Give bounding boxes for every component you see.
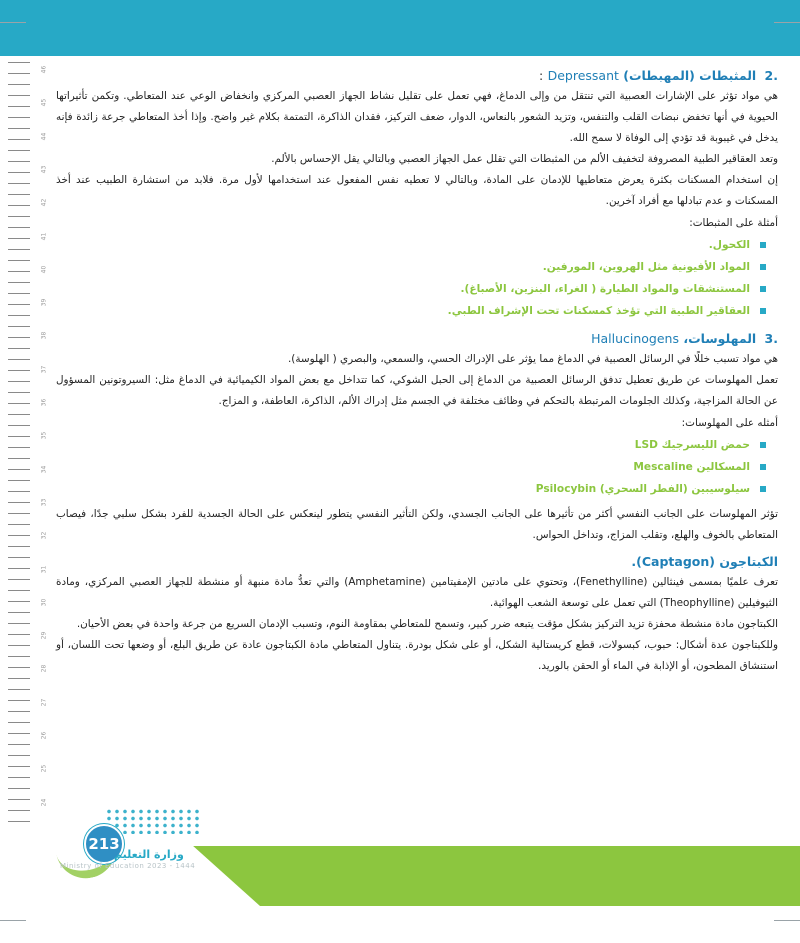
ruler-tick xyxy=(8,821,30,822)
ruler-tick xyxy=(8,381,30,382)
ruler-tick xyxy=(8,480,30,481)
section-3-title-en: Hallucinogens xyxy=(591,331,679,346)
ruler-number: 38 xyxy=(40,332,48,340)
section-2-number: .2 xyxy=(764,68,778,83)
ruler-tick xyxy=(8,502,30,503)
section-3-paragraph-2: تعمل المهلوسات عن طريق تعطيل تدفق الرسائل العصبية من الدماغ إلى الحبل الشوكي، كما تتداخل مع بعض المواد الكيميائية في الدماغ مثل: السيروتونين المسؤول عن الحالة المزاجية، وكذلك الجلومات المرتبطة بالتحكم في وظائف مختلفة في الجسم مثل إدراك الألم، الذاكرة، العاطفة، و المزاج. xyxy=(56,374,778,407)
ruler-tick xyxy=(8,117,30,118)
ruler-tick xyxy=(8,370,30,371)
section-2-title: المثبطات (المهبطات) xyxy=(623,68,757,83)
crop-mark-bottom-left xyxy=(0,920,26,921)
ruler-tick xyxy=(8,172,30,173)
page-content xyxy=(56,62,778,677)
ruler-tick xyxy=(8,73,30,74)
ruler-number: 27 xyxy=(40,698,48,707)
ruler-tick xyxy=(8,84,30,85)
ruler-number: 43 xyxy=(40,165,48,174)
ruler-tick xyxy=(8,645,30,646)
section-3-title: المهلوسات، xyxy=(683,331,757,346)
ruler-number: 29 xyxy=(40,631,48,640)
section-2-paragraph-3: إن استخدام المسكنات بكثرة يعرض متعاطيها للإدمان على المادة، وبالتالي لا تعطيه نفس المفعول عند استخدامها لأول مرة. فلابد من استشارة الطبيب عند أخذ المسكنات و عدم تبادلها مع أفراد آخرين. xyxy=(56,174,778,207)
ruler-number: 35 xyxy=(40,431,48,440)
ruler-tick xyxy=(8,568,30,569)
list-item: المستنشقات والمواد الطيارة ( الغراء، البنزين، الأصباغ). xyxy=(56,278,766,300)
list-item: العقاقير الطبية التي تؤخذ كمسكنات تحت الإشراف الطبي. xyxy=(56,300,766,322)
ruler-number: 41 xyxy=(40,232,48,240)
ruler-number: 33 xyxy=(40,498,48,507)
ruler-tick xyxy=(8,392,30,393)
crop-mark-top-left xyxy=(0,22,26,23)
ruler-tick xyxy=(8,447,30,448)
ruler-tick xyxy=(8,62,30,63)
ruler-tick xyxy=(8,546,30,547)
ruler-tick xyxy=(8,612,30,613)
margin-line-ruler xyxy=(0,62,58,832)
crop-mark-top-right xyxy=(774,22,800,23)
ruler-tick xyxy=(8,293,30,294)
ruler-number: 25 xyxy=(40,764,48,773)
ministry-logo xyxy=(50,808,200,880)
ruler-number: 36 xyxy=(40,398,48,407)
ruler-tick xyxy=(8,326,30,327)
edition-year: 2023 - 1444 xyxy=(147,862,196,870)
ruler-tick xyxy=(8,557,30,558)
ruler-tick xyxy=(8,722,30,723)
ruler-tick xyxy=(8,315,30,316)
section-2-examples-intro: أمثلة على المثبطات: xyxy=(689,217,778,229)
ruler-tick xyxy=(8,359,30,360)
list-item: المواد الأفيونية مثل الهروين، المورفين. xyxy=(56,256,766,278)
ruler-tick xyxy=(8,711,30,712)
ruler-tick xyxy=(8,623,30,624)
ruler-tick xyxy=(8,744,30,745)
ruler-tick xyxy=(8,249,30,250)
ruler-tick xyxy=(8,304,30,305)
section-3-number: .3 xyxy=(764,331,778,346)
ruler-tick xyxy=(8,348,30,349)
ruler-tick xyxy=(8,755,30,756)
ruler-tick xyxy=(8,139,30,140)
ruler-number: 40 xyxy=(40,265,48,274)
ruler-number: 45 xyxy=(40,98,48,107)
ruler-tick xyxy=(8,579,30,580)
ruler-number: 31 xyxy=(40,565,48,573)
ruler-tick xyxy=(8,513,30,514)
section-3-heading xyxy=(56,331,778,346)
ruler-number: 39 xyxy=(40,298,48,307)
section-2-paragraph-1: هي مواد تؤثر على الإشارات العصبية التي تنتقل من وإلى الدماغ، فهي تعمل على تقليل نشاط الجهاز العصبي المركزي وانخفاض الوعي عند المتعاطي. وتكمن تأثيراتها الحيوية في أنها تخفض نبضات القلب والتنفس، وتزيد الشعور بالنعاس، الدوار، ضعف التركيز، فقدان الذاكرة، التمتمة بكلام غير واضح. وإذا أخذ المتعاطي جرعة زائدة فإنه يدخل في غيبوبة قد تؤدي إلى الوفاة لا سمح الله. xyxy=(56,90,778,144)
ruler-tick xyxy=(8,205,30,206)
ministry-subtitle xyxy=(60,862,195,870)
ruler-tick xyxy=(8,491,30,492)
ruler-tick xyxy=(8,183,30,184)
ruler-tick xyxy=(8,271,30,272)
section-3-examples-list xyxy=(56,434,778,500)
ruler-tick xyxy=(8,777,30,778)
ruler-tick xyxy=(8,634,30,635)
section-2-paragraph-2: وتعد العقاقير الطبية المصروفة لتخفيف الألم من المثبطات التي تقلل عمل الجهاز العصبي وبالتالي يقل الإحساس بالألم. xyxy=(271,153,778,165)
ruler-tick xyxy=(8,216,30,217)
list-item: المسكالين Mescaline xyxy=(56,456,766,478)
ruler-tick xyxy=(8,337,30,338)
section-2-examples-list xyxy=(56,234,778,322)
ruler-tick xyxy=(8,150,30,151)
ruler-tick xyxy=(8,810,30,811)
ruler-number: 32 xyxy=(40,531,48,540)
ruler-tick xyxy=(8,601,30,602)
captagon-heading: الكبتاجون (Captagon). xyxy=(631,554,778,569)
section-3-examples-intro: أمثله على المهلوسات: xyxy=(681,417,778,429)
crop-mark-bottom-right xyxy=(774,920,800,921)
ruler-number: 44 xyxy=(40,132,48,140)
ruler-tick xyxy=(8,425,30,426)
page-number-badge: 213 xyxy=(84,824,124,864)
ruler-number: 34 xyxy=(40,465,48,473)
ministry-name: وزارة التعليم xyxy=(114,848,184,861)
ruler-tick xyxy=(8,766,30,767)
list-item: الكحول. xyxy=(56,234,766,256)
ruler-tick xyxy=(8,788,30,789)
ruler-tick xyxy=(8,161,30,162)
captagon-paragraph-3: وللكبتاجون عدة أشكال: حبوب، كبسولات، قطع كريستالية الشكل، أو على شكل بودرة. يتناول المتعاطي مادة الكبتاجون عادة عن طريق البلع، أو وضعها تحت اللسان، أو استنشاق المطحون، أو الإذابة في الماء أو الحقن بالوريد. xyxy=(56,639,778,672)
ruler-tick xyxy=(8,436,30,437)
ruler-tick xyxy=(8,733,30,734)
ruler-tick xyxy=(8,238,30,239)
section-2-title-en: Depressant xyxy=(547,68,619,83)
ruler-number: 28 xyxy=(40,665,48,673)
ruler-number: 46 xyxy=(40,65,48,74)
ruler-tick xyxy=(8,106,30,107)
ruler-tick xyxy=(8,656,30,657)
ruler-tick xyxy=(8,469,30,470)
ruler-tick xyxy=(8,128,30,129)
ruler-tick xyxy=(8,524,30,525)
ruler-tick xyxy=(8,590,30,591)
ruler-tick xyxy=(8,667,30,668)
ruler-number: 42 xyxy=(40,198,48,207)
ruler-tick xyxy=(8,535,30,536)
section-2-colon: : xyxy=(539,68,544,83)
ruler-number: 37 xyxy=(40,365,48,374)
top-color-band xyxy=(0,0,800,56)
ruler-number: 24 xyxy=(40,798,48,806)
captagon-paragraph-1: تعرف علميًا بمسمى فينثالين (Fenethylline)، وتحتوي على مادتين الإمفيتامين (Amphetamine) والتي تعدُّ مادة منبهة أو منشطة للجهاز العصبي المركزي، ومادة الثيوفيلين (Theophylline) التي تعمل على توسعة الشعب الهوائية. xyxy=(56,576,778,609)
ruler-number: 26 xyxy=(40,731,48,740)
ministry-subtitle-en: Ministry of Education xyxy=(60,862,145,870)
ruler-tick xyxy=(8,95,30,96)
ruler-tick xyxy=(8,799,30,800)
list-item: سيلوسيبين (الفطر السحري) Psilocybin xyxy=(56,478,766,500)
ruler-tick xyxy=(8,700,30,701)
ruler-tick xyxy=(8,689,30,690)
ruler-tick xyxy=(8,194,30,195)
captagon-paragraph-2: الكبتاجون مادة منشطة محفزة تزيد التركيز بشكل مؤقت يتبعه ضرر كبير، وتسمح للمتعاطي بمقاومة النوم، وتسبب الإدمان السريع من جرعة واحدة في بعض الأحيان. xyxy=(76,618,778,630)
ruler-tick xyxy=(8,403,30,404)
ruler-tick xyxy=(8,227,30,228)
ruler-tick xyxy=(8,458,30,459)
ruler-tick xyxy=(8,260,30,261)
ruler-tick xyxy=(8,414,30,415)
ruler-tick xyxy=(8,678,30,679)
section-3-after-paragraph: تؤثر المهلوسات على الجانب النفسي أكثر من تأثيرها على الجانب الجسدي، ولكن التأثير النفسي يتطور لينعكس على الحالة الجسدية للفرد بشكل سلبي جدًا، فيصاب المتعاطي بالخوف والهلع، وتقلب المزاج، وتداخل الحواس. xyxy=(56,508,778,541)
list-item: حمض الليسرجيك LSD xyxy=(56,434,766,456)
section-2-heading xyxy=(56,68,778,83)
ruler-number: 30 xyxy=(40,598,48,607)
section-3-paragraph-1: هي مواد تسبب خللًا في الرسائل العصبية في الدماغ مما يؤثر على الإدراك الحسي، والسمعي، والبصري ( الهلوسة). xyxy=(288,353,778,365)
ruler-tick xyxy=(8,282,30,283)
